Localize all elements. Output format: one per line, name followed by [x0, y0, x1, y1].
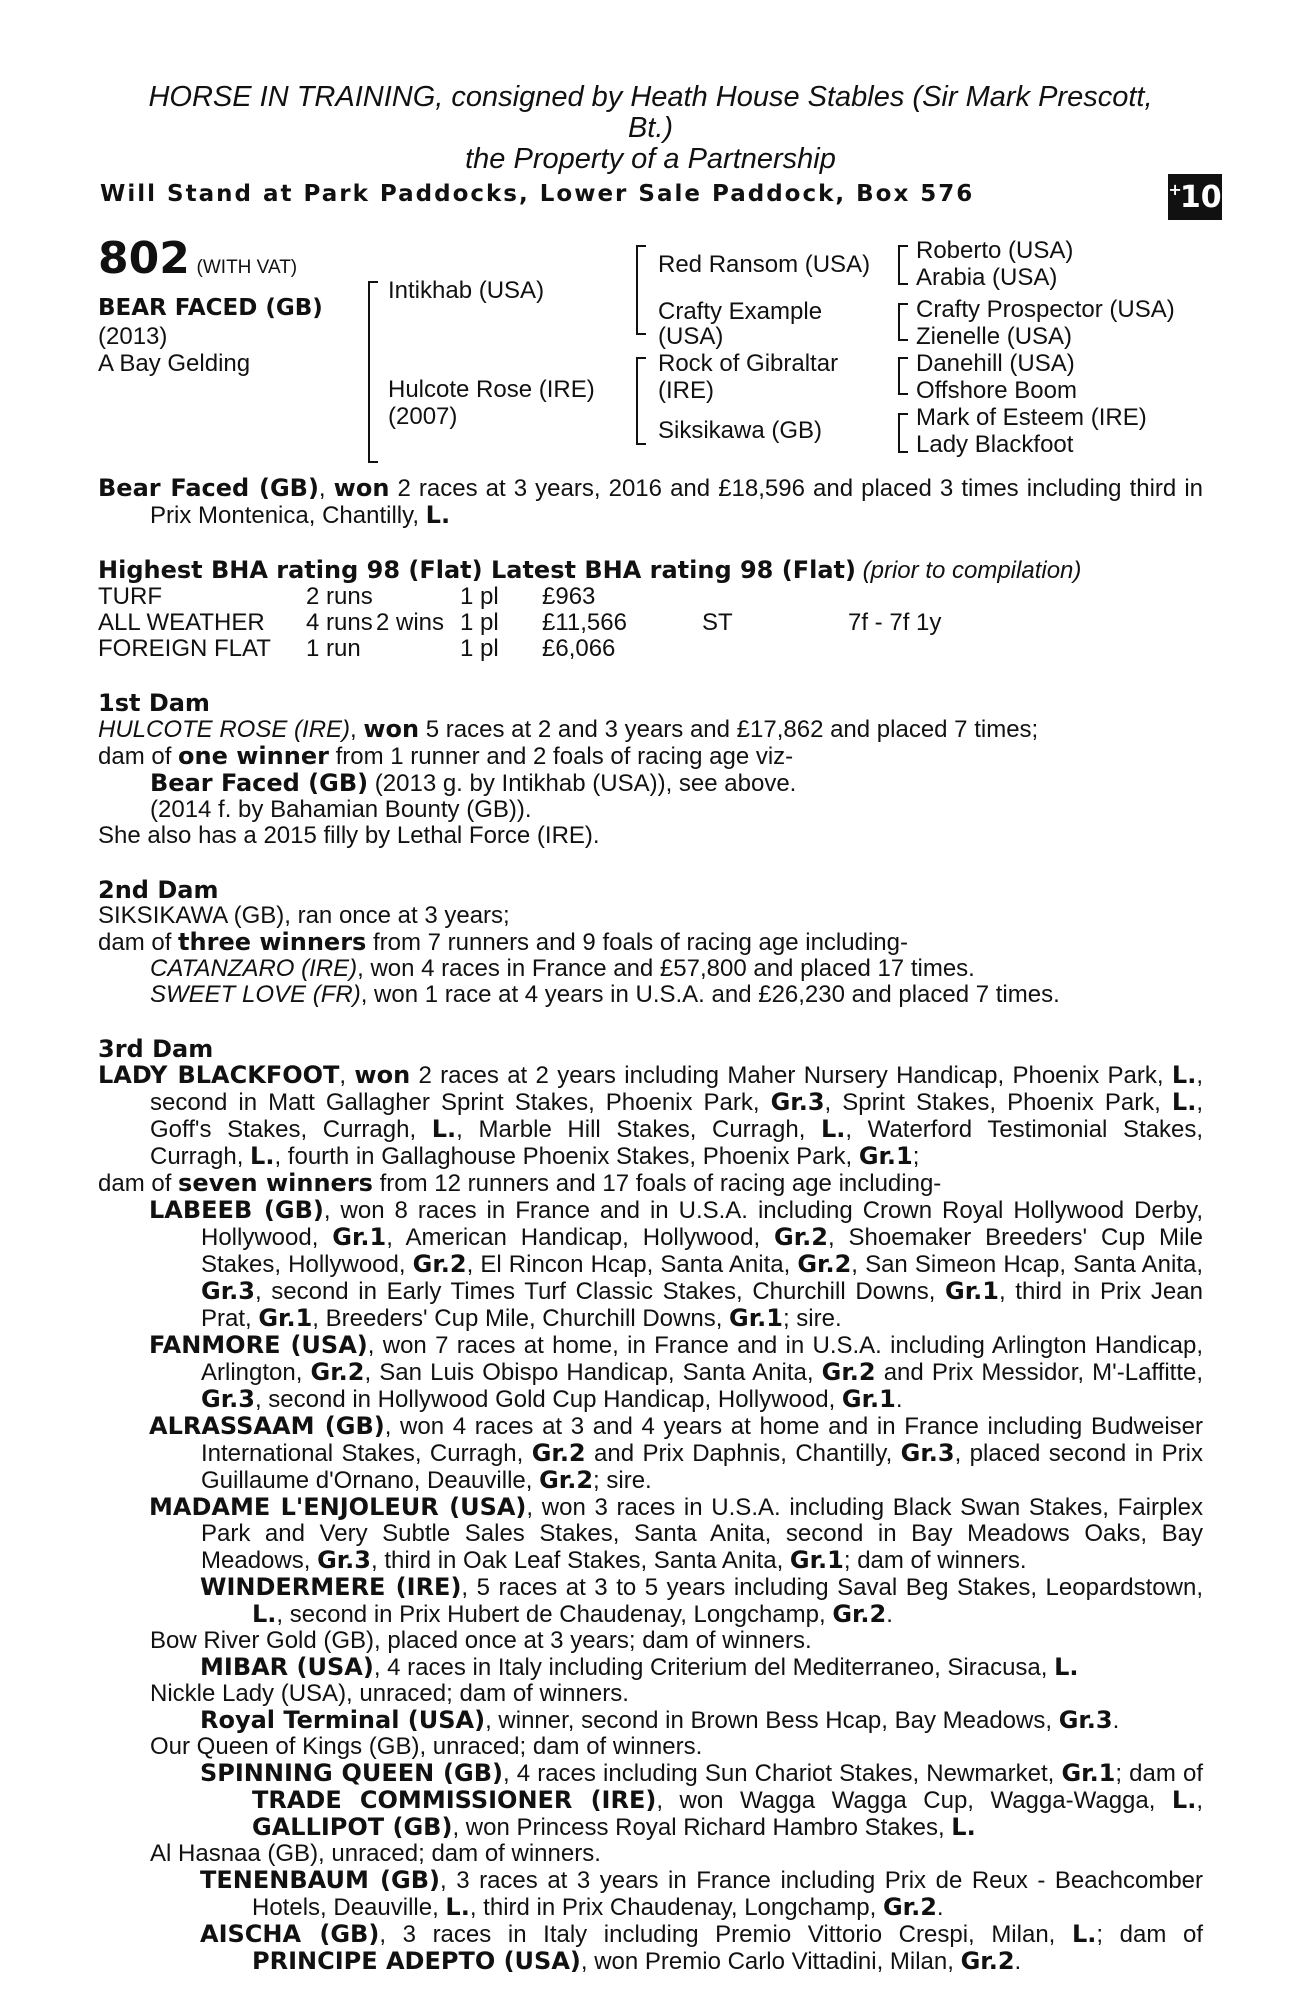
brace-g2: [898, 303, 908, 341]
text: Gr.2: [832, 1600, 887, 1628]
winner-count: three winners: [178, 928, 367, 956]
horse-description: A Bay Gelding: [98, 350, 251, 377]
text: .: [1112, 1707, 1120, 1734]
first-dam-won: won: [363, 715, 420, 743]
produce-al-hasnaa: Al Hasnaa (GB), unraced; dam of winners.: [150, 1840, 601, 1867]
dam: Hulcote Rose (IRE): [388, 376, 595, 403]
record-placed: 1 pl: [460, 583, 499, 610]
text: , Shoemaker Breeders' Cup Mile Stakes, Hollywood,: [201, 1224, 1203, 1278]
text: Gr.2: [960, 1947, 1015, 1975]
summary-text: 2 races at 3 years, 2016 and £18,596 and placed 3 times including third in Prix Montenica, Chantilly,: [150, 475, 1204, 529]
great-granddam-1: Arabia (USA): [916, 264, 1058, 291]
dam-year: (2007): [388, 403, 458, 430]
text: dam of: [98, 1170, 179, 1197]
badge-plus: +: [1168, 179, 1182, 199]
text: , 5 races at 3 to 5 years including Saval Beg Stakes, Leopardstown,: [461, 1574, 1203, 1601]
text: , won 7 races at home, in France and in U.S.A. including Arlington Handicap, Arlington,: [201, 1332, 1203, 1386]
lot-number: 802: [98, 233, 190, 284]
text: , won 3 races in U.S.A. including Black Swan Stakes, Fairplex Park and Very Subtle Sales Stakes, Santa Anita, second in Bay Meadows Oaks, Bay Meadows,: [201, 1494, 1204, 1574]
foal-line: [98, 770, 1203, 797]
winner-line: [98, 956, 1203, 982]
produce-tenenbaum: [98, 1867, 1203, 1921]
stand-line: Will Stand at Park Paddocks, Lower Sale Paddock, Box 576: [100, 181, 975, 207]
great-grandsire-1: Roberto (USA): [916, 237, 1074, 264]
text: WINDERMERE (IRE): [200, 1573, 462, 1601]
record-extra: [702, 584, 848, 610]
record-surface: TURF: [98, 583, 162, 610]
text: PRINCIPE ADEPTO (USA): [252, 1947, 581, 1975]
produce-windermere: [98, 1574, 1203, 1628]
brace-g1: [898, 245, 908, 285]
text: , American Handicap, Hollywood,: [386, 1224, 775, 1251]
property-line: the Property of a Partnership: [465, 143, 836, 175]
text: , fourth in Gallaghouse Phoenix Stakes, Phoenix Park,: [274, 1143, 859, 1170]
text: , third in Prix Jean Prat,: [201, 1278, 1203, 1332]
text: , Waterford Testimonial Stakes, Curragh,: [150, 1116, 1204, 1170]
text: , won 1 race at 4 years in U.S.A. and £26,230 and placed 7 times.: [360, 981, 1060, 1008]
sire-dam-country: (USA): [658, 323, 724, 350]
foal-name: Bear Faced (GB): [150, 769, 369, 797]
first-dam-heading: 1st Dam: [98, 689, 210, 717]
pedigree-block: [98, 233, 1203, 475]
summary-won: won: [333, 474, 390, 502]
produce-madame: [98, 1494, 1203, 1574]
text: , Breeders' Cup Mile, Churchill Downs,: [312, 1305, 730, 1332]
winner-name: CATANZARO (IRE): [150, 955, 358, 982]
text: , second in Prix Hubert de Chaudenay, Longchamp,: [276, 1601, 833, 1628]
produce-labeeb: [98, 1197, 1203, 1332]
text: ; dam of: [1096, 1921, 1203, 1948]
second-dam-line: SIKSIKAWA (GB), ran once at 3 years;: [98, 902, 510, 929]
text: ; sire.: [593, 1467, 652, 1494]
catalogue-page: [98, 82, 1203, 1975]
text: , won Wagga Wagga Cup, Wagga-Wagga,: [656, 1787, 1172, 1814]
text: LABEEB (GB): [149, 1196, 324, 1224]
text: Gr.1: [729, 1304, 783, 1332]
text: TRADE COMMISSIONER (IRE): [252, 1786, 657, 1814]
badge-text: 10: [1179, 179, 1222, 215]
text: Gr.3: [201, 1277, 255, 1305]
text: won: [354, 1061, 411, 1089]
text: Gr.1: [789, 1546, 844, 1574]
text: from 7 runners and 9 foals of racing age including-: [366, 929, 908, 956]
produce-bow-river-gold: Bow River Gold (GB), placed once at 3 years; dam of winners.: [150, 1627, 812, 1654]
record-placed: 1 pl: [460, 609, 499, 636]
text: ; sire.: [782, 1305, 842, 1332]
record-surface: ALL WEATHER: [98, 609, 265, 636]
text: , third in Prix Chaudenay, Longchamp,: [469, 1894, 883, 1921]
text: , second in Matt Gallagher Sprint Stakes, Phoenix Park,: [150, 1062, 1203, 1116]
text: .: [1014, 1948, 1022, 1975]
foal-line: (2014 f. by Bahamian Bounty (GB)).: [150, 796, 532, 823]
text: ;: [912, 1143, 920, 1170]
record-wins: [376, 636, 460, 662]
pedigree-brace-main: [368, 281, 378, 463]
text: L.: [951, 1813, 976, 1841]
ratings-note: (prior to compilation): [862, 557, 1082, 584]
ratings-heading: [98, 557, 1203, 584]
winner-line: [98, 982, 1203, 1008]
text: Gr.1: [841, 1385, 896, 1413]
text: GALLIPOT (GB): [252, 1813, 453, 1841]
text: L.: [250, 1142, 275, 1170]
great-granddam-2: Zienelle (USA): [916, 323, 1073, 350]
first-dam-produce: [98, 743, 1203, 770]
produce-royal-terminal: [98, 1707, 1203, 1734]
text: SPINNING QUEEN (GB): [200, 1759, 503, 1787]
text: and Prix Daphnis, Chantilly,: [585, 1440, 901, 1467]
text: ; dam of winners.: [843, 1547, 1027, 1574]
great-granddam-3: Offshore Boom: [916, 377, 1077, 404]
text: TENENBAUM (GB): [200, 1866, 440, 1894]
brace-g3: [898, 357, 908, 395]
consignor-line-2: Bt.): [627, 112, 674, 144]
text: , San Luis Obispo Handicap, Santa Anita,: [364, 1359, 822, 1386]
text: from 12 runners and 17 foals of racing age including-: [372, 1170, 942, 1197]
third-dam-name: LADY BLACKFOOT: [98, 1061, 340, 1089]
text: , 3 races at 3 years in France including Prix de Reux - Beachcomber Hotels, Deauville,: [252, 1867, 1204, 1921]
great-grandsire-2: Crafty Prospector (USA): [916, 296, 1175, 323]
horse-year: (2013): [98, 323, 168, 350]
great-grandsire-3: Danehill (USA): [916, 350, 1075, 377]
vat-note: (WITH VAT): [196, 257, 298, 278]
great-granddam-4: Lady Blackfoot: [916, 431, 1074, 458]
record-distance: 7f - 7f 1y: [848, 609, 942, 636]
text: , San Simeon Hcap, Santa Anita,: [851, 1251, 1204, 1278]
text: , Marble Hill Stakes, Curragh,: [456, 1116, 821, 1143]
text: L.: [1071, 1920, 1097, 1948]
produce-spinning-queen: [98, 1760, 1203, 1841]
text: , placed second in Prix Guillaume d'Ornano, Deauville,: [201, 1440, 1203, 1494]
record-wins: [376, 584, 460, 610]
text: Gr.3: [900, 1439, 955, 1467]
second-dam-produce: [98, 929, 1203, 956]
record-extra: [702, 636, 848, 662]
text: Royal Terminal (USA): [200, 1706, 486, 1734]
record-runs: 4 runs: [306, 609, 373, 636]
third-dam-section: [98, 1036, 1203, 1975]
record-row: [98, 610, 1203, 636]
dam-dam: Siksikawa (GB): [658, 417, 823, 444]
text: .: [895, 1386, 903, 1413]
text: dam of: [98, 929, 179, 956]
record-surface: FOREIGN FLAT: [98, 635, 271, 662]
text: , El Rincon Hcap, Santa Anita,: [466, 1251, 798, 1278]
text: , won 4 races at 3 and 4 years at home and in France including Budweiser International Stakes, Curragh,: [201, 1413, 1203, 1467]
produce-aischa: [98, 1921, 1203, 1975]
text: , winner, second in Brown Bess Hcap, Bay Meadows,: [485, 1707, 1059, 1734]
produce-fanmore: [98, 1332, 1203, 1413]
text: , won Premio Carlo Vittadini, Milan,: [580, 1948, 961, 1975]
record-earnings: £6,066: [542, 635, 616, 662]
text: ,: [1196, 1787, 1203, 1814]
produce-nickle-lady: Nickle Lady (USA), unraced; dam of winners.: [150, 1680, 629, 1707]
text: AISCHA (GB): [200, 1920, 380, 1948]
consignor-line-1: HORSE IN TRAINING, consigned by Heath House Stables (Sir Mark Prescott,: [148, 81, 1153, 113]
text: , second in Early Times Turf Classic Stakes, Churchill Downs,: [254, 1278, 946, 1305]
text: .: [886, 1601, 893, 1628]
record-wins: 2 wins: [376, 609, 445, 636]
first-dam-section: [98, 690, 1203, 849]
first-dam-name: HULCOTE ROSE (IRE): [98, 716, 351, 743]
lot-number-line: [98, 233, 298, 284]
text: Gr.2: [797, 1250, 852, 1278]
text: Gr.1: [258, 1304, 313, 1332]
record-placed: 1 pl: [460, 635, 499, 662]
dam-sire-country: (IRE): [658, 377, 714, 404]
text: , third in Oak Leaf Stakes, Santa Anita,: [371, 1547, 790, 1574]
winner-count: one winner: [178, 742, 329, 770]
produce-mibar: [98, 1654, 1203, 1681]
text: , won 8 races in France and in U.S.A. including Crown Royal Hollywood Derby, Hollywood,: [201, 1197, 1204, 1251]
text: Gr.3: [201, 1385, 255, 1413]
third-dam-heading: 3rd Dam: [98, 1035, 214, 1063]
second-dam-section: [98, 877, 1203, 1008]
text: dam of: [98, 743, 179, 770]
also-line: She also has a 2015 filly by Lethal Force (IRE).: [98, 822, 600, 849]
record-row: [98, 584, 1203, 610]
ratings-section: [98, 557, 1203, 662]
text: FANMORE (USA): [149, 1331, 368, 1359]
record-earnings: £11,566: [542, 609, 627, 636]
text: L.: [1171, 1061, 1197, 1089]
text: MADAME L'ENJOLEUR (USA): [149, 1493, 527, 1521]
text: MIBAR (USA): [200, 1653, 374, 1681]
text: L.: [445, 1893, 470, 1921]
text: Gr.3: [317, 1546, 371, 1574]
text: Gr.2: [531, 1439, 586, 1467]
sire: Intikhab (USA): [388, 277, 545, 304]
text: Gr.1: [332, 1223, 387, 1251]
pedigree-brace-dam: [636, 357, 646, 445]
text: , Goff's Stakes, Curragh,: [150, 1089, 1203, 1143]
text: and Prix Messidor, M'-Laffitte,: [875, 1359, 1204, 1386]
text: Gr.2: [412, 1250, 467, 1278]
text: Gr.1: [945, 1277, 999, 1305]
text: Gr.2: [821, 1358, 876, 1386]
text: Gr.2: [882, 1893, 937, 1921]
record-runs: 2 runs: [306, 583, 373, 610]
brace-g4: [898, 413, 908, 453]
record-earnings: £963: [542, 583, 596, 610]
pedigree-brace-sire: [636, 245, 646, 335]
text: L.: [431, 1115, 457, 1143]
text: L.: [1171, 1786, 1197, 1814]
produce-our-queen-of-kings: Our Queen of Kings (GB), unraced; dam of winners.: [150, 1733, 703, 1760]
text: Gr.3: [1058, 1706, 1113, 1734]
text: , won Princess Royal Richard Hambro Stakes,: [452, 1814, 952, 1841]
text: L.: [252, 1600, 277, 1628]
winner-count: seven winners: [178, 1169, 373, 1197]
text: , Sprint Stakes, Phoenix Park,: [824, 1089, 1172, 1116]
text: (2013 g. by Intikhab (USA)), see above.: [368, 770, 797, 797]
text: Gr.3: [770, 1088, 825, 1116]
first-dam-text: 5 races at 2 and 3 years and £17,862 and placed 7 times;: [419, 716, 1039, 743]
third-dam-produce: [98, 1170, 1203, 1197]
first-dam-line: HULCOTE ROSE (IRE), won 5 races at 2 and 3 years and £17,862 and placed 7 times;: [98, 715, 1039, 743]
race-summary: Bear Faced (GB), won 2 races at 3 years, 2016 and £18,596 and placed 3 times including third in Prix Montenica, Chantilly, L.: [98, 474, 1204, 529]
sire-sire: Red Ransom (USA): [658, 251, 871, 278]
dam-sire: Rock of Gibraltar: [658, 350, 839, 377]
text: 2 races at 2 years including Maher Nursery Handicap, Phoenix Park,: [410, 1062, 1172, 1089]
text: L.: [1171, 1088, 1197, 1116]
summary-horse-name: Bear Faced (GB): [98, 474, 319, 502]
ratings-text: Highest BHA rating 98 (Flat) Latest BHA rating 98 (Flat): [98, 556, 856, 584]
text: , 4 races including Sun Chariot Stakes, Newmarket,: [502, 1760, 1062, 1787]
text: , 3 races in Italy including Premio Vittorio Crespi, Milan,: [379, 1921, 1072, 1948]
summary-listed: L.: [425, 501, 451, 529]
text: .: [936, 1894, 944, 1921]
text: , won 4 races in France and £57,800 and placed 17 times.: [357, 955, 975, 982]
text: , 4 races in Italy including Criterium del Mediterraneo, Siracusa,: [373, 1654, 1055, 1681]
produce-alrassaam: [98, 1413, 1203, 1494]
sire-dam: Crafty Example: [658, 298, 823, 325]
record-extra: ST: [702, 609, 733, 636]
text: Gr.2: [539, 1466, 594, 1494]
text: , second in Hollywood Gold Cup Handicap, Hollywood,: [254, 1386, 842, 1413]
lady-blackfoot-entry: LADY BLACKFOOT, won 2 races at 2 years including Maher Nursery Handicap, Phoenix Park, L., second in Matt Gallagher Sprint Stakes, Phoenix Park, Gr.3, Sprint Stakes, Phoenix Park, L., Goff's Stakes, Curragh, L., Marble Hill Stakes, Curragh, L., Waterford Testimonial Stakes, Curragh, L., fourth in Gallaghouse Phoenix Stakes, Phoenix Park, Gr.1;: [98, 1061, 1204, 1170]
second-dam-heading: 2nd Dam: [98, 876, 219, 904]
text: ; dam of: [1115, 1760, 1203, 1787]
record-row: [98, 636, 1203, 662]
consignor-line: [98, 82, 1203, 175]
text: ALRASSAAM (GB): [149, 1412, 385, 1440]
winner-name: SWEET LOVE (FR): [150, 981, 361, 1008]
text: L.: [820, 1115, 846, 1143]
text: Gr.1: [858, 1142, 913, 1170]
text: Gr.2: [774, 1223, 828, 1251]
great-grandsire-4: Mark of Esteem (IRE): [916, 404, 1147, 431]
horse-name: BEAR FACED (GB): [98, 295, 323, 321]
text: L.: [1054, 1653, 1079, 1681]
text: Gr.1: [1061, 1759, 1116, 1787]
text: Gr.2: [310, 1358, 365, 1386]
record-runs: 1 run: [306, 635, 361, 662]
text: from 1 runner and 2 foals of racing age viz-: [328, 743, 794, 770]
